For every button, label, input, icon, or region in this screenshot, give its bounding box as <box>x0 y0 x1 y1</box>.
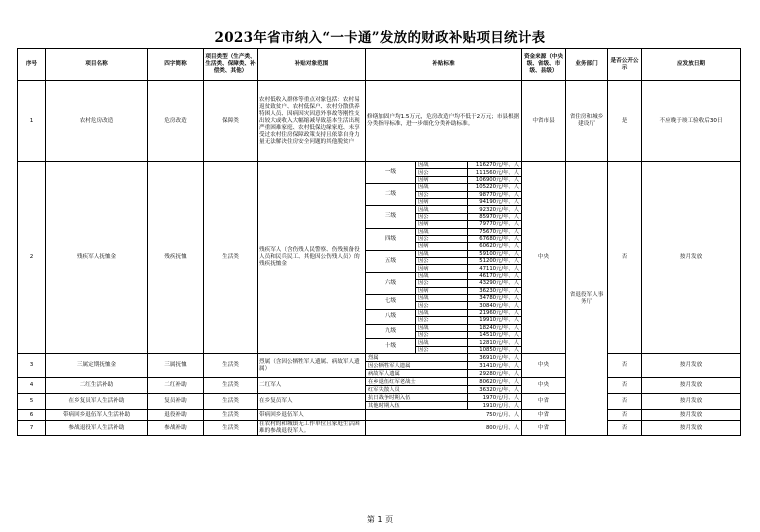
subsidy-amount: 51200元/年、人 <box>468 258 522 265</box>
grade-label: 十级 <box>366 339 416 354</box>
row-short: 三属抚恤 <box>148 354 204 378</box>
injury-category: 因公 <box>416 302 468 309</box>
row-type: 生活类 <box>204 421 258 436</box>
table-row <box>18 421 741 436</box>
row-seq: 7 <box>18 421 46 436</box>
header-date: 应发放日期 <box>642 49 741 81</box>
grade-label: 三级 <box>366 206 416 228</box>
row-seq: 4 <box>18 378 46 394</box>
row-scope: 农村低收入群体等重点对象包括：农村易返贫致贫户、农村低保户、农村分散供养特困人员、因病因灾因意外事故等刚性支出较大或收入大幅缩减导致基本生活出现严重困难家庭、农村低保边缘家庭、未享受过农村住房保障政策支持且依靠自身力量无法解决住房安全问题的其他脱贫户 <box>258 81 366 162</box>
injury-category: 因病 <box>416 198 468 205</box>
injury-category: 因病 <box>416 176 468 183</box>
row-seq: 6 <box>18 410 46 421</box>
row-date: 按月发放 <box>642 378 741 394</box>
injury-category: 因战 <box>416 228 468 235</box>
table-row <box>18 410 741 421</box>
row-scope: 残疾军人（含伤残人民警察、伤残预备役人员和民兵民工、其他因公伤残人员）的残疾抚恤金 <box>258 162 366 354</box>
row-short: 残疾抚恤 <box>148 162 204 354</box>
row-type: 生活类 <box>204 394 258 410</box>
standard-category: 烈属 <box>366 354 468 362</box>
subsidy-amount: 111560元/年、人 <box>468 169 522 176</box>
row-seq: 5 <box>18 394 46 410</box>
subsidy-amount: 60620元/年、人 <box>468 243 522 250</box>
injury-category: 因战 <box>416 339 468 346</box>
table-row <box>18 162 741 169</box>
subsidy-amount: 12810元/年、人 <box>468 339 522 346</box>
injury-category: 因战 <box>416 309 468 316</box>
subsidy-amount: 75670元/年、人 <box>468 228 522 235</box>
grade-label: 九级 <box>366 324 416 339</box>
row-name: 带病回乡退伍军人生活补助 <box>46 410 148 421</box>
subsidy-amount: 34780元/年、人 <box>468 295 522 302</box>
subsidy-table <box>17 48 741 436</box>
header-row <box>18 49 741 81</box>
row-seq: 1 <box>18 81 46 162</box>
row-short: 复员补助 <box>148 394 204 410</box>
subsidy-amount: 106900元/年、人 <box>468 176 522 183</box>
row-source: 中央 <box>522 354 566 378</box>
row-type: 生活类 <box>204 378 258 394</box>
grade-label: 二级 <box>366 184 416 206</box>
header-scope: 补贴对象范围 <box>258 49 366 81</box>
subsidy-amount: 79770元/年、人 <box>468 221 522 228</box>
injury-category: 因公 <box>416 331 468 338</box>
table-row <box>18 354 741 362</box>
row-seq: 3 <box>18 354 46 378</box>
header-dept: 业务部门 <box>566 49 608 81</box>
subsidy-amount: 98770元/年、人 <box>468 191 522 198</box>
injury-category: 因公 <box>416 317 468 324</box>
subsidy-amount: 1910元/月、人 <box>468 402 522 410</box>
row-scope: 带病回乡退伍军人 <box>258 410 366 421</box>
injury-category: 因战 <box>416 184 468 191</box>
subsidy-amount: 36320元/年、人 <box>468 386 522 394</box>
row-public: 否 <box>608 162 642 354</box>
injury-category: 因病 <box>416 287 468 294</box>
injury-category: 因公 <box>416 169 468 176</box>
subsidy-amount: 1970元/月、人 <box>468 394 522 402</box>
grade-label: 四级 <box>366 228 416 250</box>
subsidy-amount: 116270元/年、人 <box>468 162 522 169</box>
row-name: 参战退役军人生活补助 <box>46 421 148 436</box>
injury-category: 因病 <box>416 243 468 250</box>
table-row <box>18 394 741 402</box>
injury-category: 因公 <box>416 213 468 220</box>
injury-category: 因战 <box>416 162 468 169</box>
grade-label: 七级 <box>366 295 416 310</box>
standard-category: 红军失散人员 <box>366 386 468 394</box>
injury-category: 因公 <box>416 258 468 265</box>
subsidy-amount: 30840元/年、人 <box>468 302 522 309</box>
row-name: 二红生活补助 <box>46 378 148 394</box>
standard-category: 其他时期入伍 <box>366 402 468 410</box>
row-type: 生活类 <box>204 410 258 421</box>
injury-category: 因病 <box>416 265 468 272</box>
header-standard: 补贴标准 <box>366 49 522 81</box>
grade-label: 一级 <box>366 162 416 184</box>
header-public: 是否公开公示 <box>608 49 642 81</box>
row-public: 是 <box>608 81 642 162</box>
row-name: 残疾军人抚恤金 <box>46 162 148 354</box>
subsidy-amount: 10850元/年、人 <box>468 346 522 353</box>
document-title: 2023年省市纳入“一卡通”发放的财政补贴项目统计表 <box>214 30 546 46</box>
injury-category: 因公 <box>416 280 468 287</box>
row-seq: 2 <box>18 162 46 354</box>
standard-category: 抗日战争时期入伍 <box>366 394 468 402</box>
row-scope: 在农村的和城镇无工作单位且家庭生活困难的参战退役军人。 <box>258 421 366 436</box>
row-source: 中央 <box>522 162 566 354</box>
row-public: 否 <box>608 421 642 436</box>
row-name: 三属定期抚恤金 <box>46 354 148 378</box>
row-short: 参战补助 <box>148 421 204 436</box>
subsidy-amount: 46170元/年、人 <box>468 272 522 279</box>
subsidy-amount: 105220元/年、人 <box>468 184 522 191</box>
row-source: 中省 <box>522 421 566 436</box>
row-name: 在乡复员军人生活补助 <box>46 394 148 410</box>
row-type: 生活类 <box>204 354 258 378</box>
injury-category: 因战 <box>416 295 468 302</box>
row-source: 中省 <box>522 410 566 421</box>
injury-category: 因公 <box>416 346 468 353</box>
row-scope: 烈属（含因公牺牲军人遗属、病故军人遗属） <box>258 354 366 378</box>
table-row <box>18 81 741 162</box>
row-date: 按月发放 <box>642 162 741 354</box>
subsidy-amount: 85970元/年、人 <box>468 213 522 220</box>
row-standard: 修缮加固户均1.5万元，危房改造户均不低于2万元；市县根据分类指导标准，进一步细化分类补助标准。 <box>366 81 522 162</box>
header-seq: 序号 <box>18 49 46 81</box>
injury-category: 因病 <box>416 221 468 228</box>
subsidy-amount: 36910元/年、人 <box>468 354 522 362</box>
row-source: 中央 <box>522 378 566 394</box>
row-dept: 省退役军人事务厅 <box>566 162 608 436</box>
subsidy-amount: 36230元/年、人 <box>468 287 522 294</box>
subsidy-amount: 59100元/年、人 <box>468 250 522 257</box>
grade-label: 五级 <box>366 250 416 272</box>
row-short: 二红补助 <box>148 378 204 394</box>
injury-category: 因公 <box>416 191 468 198</box>
row-type: 保障类 <box>204 81 258 162</box>
row-source: 中省 <box>522 394 566 410</box>
row-short: 危房改造 <box>148 81 204 162</box>
injury-category: 因战 <box>416 272 468 279</box>
row-date: 按月发放 <box>642 354 741 378</box>
page-number: 第 1 页 <box>366 515 394 524</box>
row-public: 否 <box>608 394 642 410</box>
row-scope: 二红军人 <box>258 378 366 394</box>
header-short: 四字简称 <box>148 49 204 81</box>
injury-category: 因战 <box>416 206 468 213</box>
row-date: 按月发放 <box>642 394 741 410</box>
row-public: 否 <box>608 410 642 421</box>
row-date: 按月发放 <box>642 421 741 436</box>
subsidy-amount: 21960元/年、人 <box>468 309 522 316</box>
row-source: 中省市县 <box>522 81 566 162</box>
injury-category: 因公 <box>416 235 468 242</box>
subsidy-amount: 750元/月、人 <box>366 410 522 421</box>
row-scope: 在乡复员军人 <box>258 394 366 410</box>
injury-category: 因战 <box>416 324 468 331</box>
injury-category: 因战 <box>416 250 468 257</box>
row-dept: 省住房和城乡建设厅 <box>566 81 608 162</box>
subsidy-amount: 14510元/年、人 <box>468 331 522 338</box>
row-date: 不应晚于竣工验收后30日 <box>642 81 741 162</box>
grade-label: 六级 <box>366 272 416 294</box>
subsidy-amount: 92320元/年、人 <box>468 206 522 213</box>
subsidy-amount: 18240元/年、人 <box>468 324 522 331</box>
subsidy-amount: 43290元/年、人 <box>468 280 522 287</box>
subsidy-amount: 67680元/年、人 <box>468 235 522 242</box>
row-public: 否 <box>608 378 642 394</box>
row-public: 否 <box>608 354 642 378</box>
header-source: 资金来源（中央级、省级、市级、县级） <box>522 49 566 81</box>
grade-label: 八级 <box>366 309 416 324</box>
standard-category: 病故军人遗属 <box>366 370 468 378</box>
subsidy-amount: 19910元/年、人 <box>468 317 522 324</box>
row-date: 按月发放 <box>642 410 741 421</box>
subsidy-amount: 31410元/年、人 <box>468 362 522 370</box>
row-type: 生活类 <box>204 162 258 354</box>
subsidy-amount: 47110元/年、人 <box>468 265 522 272</box>
table-row <box>18 378 741 386</box>
subsidy-amount: 800元/月、人 <box>366 421 522 436</box>
subsidy-amount: 80620元/年、人 <box>468 378 522 386</box>
header-name: 项目名称 <box>46 49 148 81</box>
subsidy-amount: 29280元/年、人 <box>468 370 522 378</box>
subsidy-amount: 94190元/年、人 <box>468 198 522 205</box>
standard-category: 在乡退伍红军老战士 <box>366 378 468 386</box>
row-name: 农村危房改造 <box>46 81 148 162</box>
standard-category: 因公牺牲军人遗属 <box>366 362 468 370</box>
header-type: 项目类型（生产类、生活类、保障类、补偿类、其他） <box>204 49 258 81</box>
row-short: 退役补助 <box>148 410 204 421</box>
